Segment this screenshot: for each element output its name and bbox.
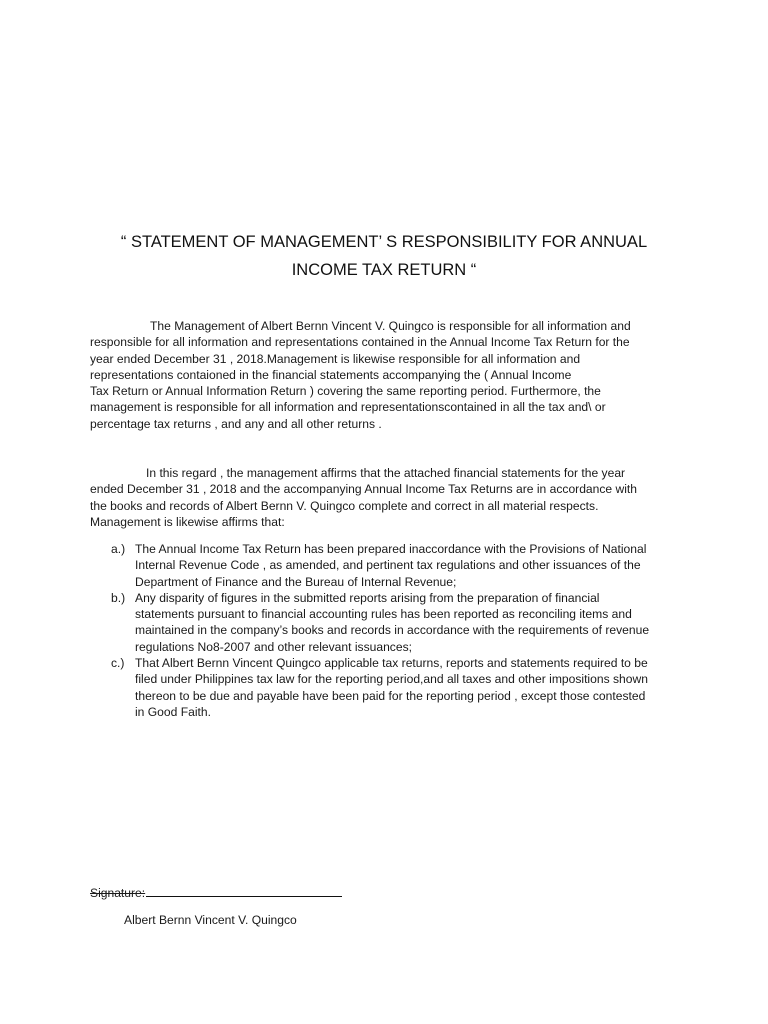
signatory-name: Albert Bernn Vincent V. Quingco [124, 913, 297, 927]
paragraph-line: responsible for all information and representations contained in the Annual Income Tax Return for the [90, 335, 630, 350]
paragraph-line: ended December 31 , 2018 and the accompanying Annual Income Tax Returns are in accordance with [90, 482, 638, 497]
list-item-line: Department of Finance and the Bureau of Internal Revenue; [135, 574, 457, 589]
list-item-line: in Good Faith. [135, 704, 211, 719]
list-item-line: regulations No8-2007 and other relevant issuances; [135, 639, 412, 654]
list-marker: a.) [111, 542, 126, 556]
affirmation-list [111, 541, 691, 720]
list-marker: c.) [111, 656, 125, 671]
title-line-2: INCOME TAX RETURN “ [291, 261, 477, 279]
list-item [111, 590, 691, 655]
paragraph-line: In this regard , the management affirms that the attached financial statements for the year [146, 466, 626, 480]
paragraph-line: management is responsible for all information and representationscontained in all the tax and\ or [90, 400, 606, 415]
paragraph-line: percentage tax returns , and any and all other returns . [90, 416, 382, 431]
list-item [111, 541, 691, 590]
paragraph-line: Management is likewise affirms that: [90, 514, 285, 529]
paragraph-line: the books and records of Albert Bernn V. Quingco complete and correct in all material respects. [90, 498, 599, 513]
paragraph-line: representations contaioned in the financial statements accompanying the ( Annual Income [90, 367, 572, 382]
list-item-line: The Annual Income Tax Return has been prepared inaccordance with the Provisions of National [135, 542, 647, 556]
title-line-1: “ STATEMENT OF MANAGEMENT’ S RESPONSIBILITY FOR ANNUAL [120, 233, 648, 251]
list-marker: b.) [111, 590, 126, 605]
list-item-line: maintained in the company’s books and records in accordance with the requirements of revenue [135, 623, 650, 638]
paragraph-line: The Management of Albert Bernn Vincent V. Quingco is responsible for all information and [150, 319, 631, 333]
management-responsibility-paragraph [90, 318, 668, 432]
signature-block [90, 884, 342, 901]
signature-label: Signature: [90, 886, 146, 900]
affirmation-paragraph [90, 465, 668, 530]
list-item-line: That Albert Bernn Vincent Quingco applicable tax returns, reports and statements required to be [135, 656, 648, 671]
list-item [111, 655, 691, 720]
list-item-line: Any disparity of figures in the submitted reports arising from the preparation of financial [135, 590, 600, 605]
paragraph-line: year ended December 31 , 2018.Management is likewise responsible for all information and [90, 351, 581, 366]
signature-line [146, 884, 342, 897]
list-item-line: filed under Philippines tax law for the reporting period,and all taxes and other impositions shown [135, 672, 648, 687]
document-title [60, 228, 708, 284]
paragraph-line: Tax Return or Annual Information Return ) covering the same reporting period. Furthermore, the [90, 384, 601, 399]
list-item-line: thereon to be due and payable have been paid for the reporting period , except those contested [135, 688, 646, 703]
list-item-line: statements pursuant to financial accounting rules has been reported as reconciling items and [135, 607, 632, 622]
list-item-line: Internal Revenue Code , as amended, and pertinent tax regulations and other issuances of the [135, 558, 641, 573]
